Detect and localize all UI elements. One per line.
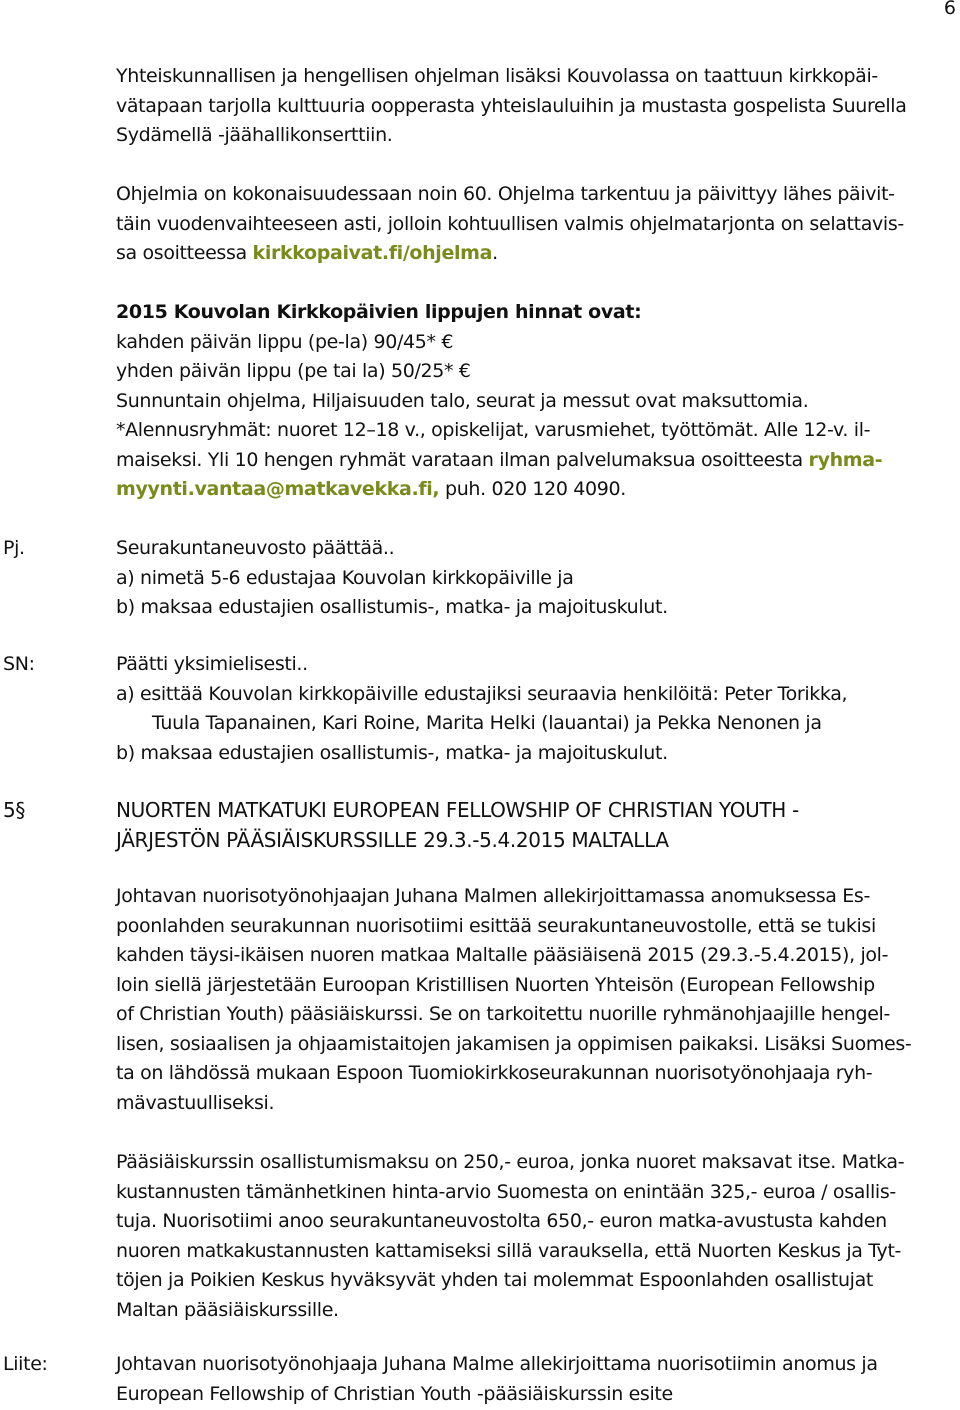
text-line: Seurakuntaneuvosto päättää.. xyxy=(116,537,395,559)
cost-paragraph xyxy=(116,1148,904,1325)
prices-heading: 2015 Kouvolan Kirkkopäivien lippujen hinnat ovat: xyxy=(116,301,642,323)
text-line: b) maksaa edustajien osallistumis-, matka- ja majoituskulut. xyxy=(116,741,668,764)
text-line: Maltan pääsiäiskurssille. xyxy=(116,1298,339,1321)
text-line: ta on lähdössä mukaan Espoon Tuomiokirkkoseurakunnan nuorisotyönohjaaja ryh- xyxy=(116,1062,873,1084)
title-line: NUORTEN MATKATUKI EUROPEAN FELLOWSHIP OF CHRISTIAN YOUTH - xyxy=(116,798,799,822)
text-line: loin siellä järjestetään Euroopan Kristillisen Nuorten Yhteisön (European Fellowship xyxy=(116,973,875,996)
text-line: Yhteiskunnallisen ja hengellisen ohjelman lisäksi Kouvolassa on taattuun kirkkopäi- xyxy=(116,65,878,87)
text-line: töjen ja Poikien Keskus hyväksyvät yhden tai molemmat Espoonlahden osallistujat xyxy=(116,1269,873,1291)
text-line: of Christian Youth) pääsiäiskurssi. Se on tarkoitettu nuorille ryhmänohjaajille hengel- xyxy=(116,1003,890,1025)
email-link[interactable]: ryhma- xyxy=(808,448,883,471)
text-line: vätapaan tarjolla kulttuuria oopperasta yhteislauluihin ja mustasta gospelista Suurella xyxy=(116,94,907,117)
proposal-block xyxy=(116,534,668,623)
text-line xyxy=(116,475,882,505)
title-line: JÄRJESTÖN PÄÄSIÄISKURSSILLE 29.3.-5.4.2015 MALTALLA xyxy=(116,827,669,852)
text-span: sa osoitteessa xyxy=(116,242,253,264)
text-line: Sydämellä -jäähallikonserttiin. xyxy=(116,124,393,146)
section-title xyxy=(116,796,799,855)
section-label: 5§ xyxy=(3,798,26,822)
text-line: *Alennusryhmät: nuoret 12–18 v., opiskelijat, varusmiehet, työttömät. Alle 12-v. il- xyxy=(116,419,871,441)
text-line: täin vuodenvaihteeseen asti, jolloin kohtuullisen valmis ohjelmatarjonta on selattavis- xyxy=(116,212,904,235)
text-line: kahden päivän lippu (pe-la) 90/45* € xyxy=(116,330,454,353)
text-line: a) esittää Kouvolan kirkkopäiville edustajiksi seuraavia henkilöitä: Peter Torikka, xyxy=(116,682,848,705)
proposal-label: Pj. xyxy=(3,537,25,559)
program-link[interactable]: kirkkopaivat.fi/ohjelma xyxy=(252,242,493,264)
text-line: kahden täysi-ikäisen nuoren matkaa Maltalle pääsiäisenä 2015 (29.3.-5.4.2015), jol- xyxy=(116,944,889,966)
text-line xyxy=(116,446,882,476)
text-line: mävastuulliseksi. xyxy=(116,1091,275,1114)
text-line: kustannusten tämänhetkinen hinta-arvio Suomesta on enintään 325,- euroa / osallis- xyxy=(116,1180,896,1203)
text-line: Sunnuntain ohjelma, Hiljaisuuden talo, seurat ja messut ovat maksuttomia. xyxy=(116,389,809,412)
intro-paragraph xyxy=(116,62,907,151)
text-line: nuoren matkakustannusten kattamiseksi sillä varauksella, että Nuorten Keskus ja Tyt- xyxy=(116,1239,902,1262)
text-line: European Fellowship of Christian Youth -pääsiäiskurssin esite xyxy=(116,1382,673,1405)
text-line xyxy=(116,239,904,269)
email-link-cont[interactable]: myynti.vantaa@matkavekka.fi, xyxy=(116,478,440,500)
attachment-block xyxy=(116,1350,878,1409)
text-span: . xyxy=(492,242,498,264)
program-paragraph xyxy=(116,180,904,269)
text-line: Johtavan nuorisotyönohjaajan Juhana Malmen allekirjoittamassa anomuksessa Es- xyxy=(116,885,870,907)
text-line: b) maksaa edustajien osallistumis-, matka- ja majoituskulut. xyxy=(116,596,668,618)
text-line: Päätti yksimielisesti.. xyxy=(116,653,308,675)
text-line: a) nimetä 5-6 edustajaa Kouvolan kirkkopäiville ja xyxy=(116,566,574,589)
decision-block xyxy=(116,650,847,768)
page-number: 6 xyxy=(943,0,956,19)
text-line: Tuula Tapanainen, Kari Roine, Marita Helki (lauantai) ja Pekka Nenonen ja xyxy=(152,712,822,734)
text-line: lisen, sosiaalisen ja ohjaamistaitojen jakamisen ja oppimisen paikaksi. Lisäksi Suomes- xyxy=(116,1032,912,1055)
text-line: yhden päivän lippu (pe tai la) 50/25* € xyxy=(116,360,471,382)
text-line: Johtavan nuorisotyönohjaaja Juhana Malme allekirjoittama nuorisotiimin anomus ja xyxy=(116,1353,878,1375)
text-line: Ohjelmia on kokonaisuudessaan noin 60. Ohjelma tarkentuu ja päivittyy lähes päivit- xyxy=(116,183,895,205)
text-line: poonlahden seurakunnan nuorisotiimi esittää seurakuntaneuvostolle, että se tukisi xyxy=(116,914,876,937)
text-span: maiseksi. Yli 10 hengen ryhmät varataan ilman palvelumaksua osoitteesta xyxy=(116,448,809,471)
application-paragraph xyxy=(116,882,911,1118)
text-span: puh. 020 120 4090. xyxy=(439,478,626,500)
text-line: tuja. Nuorisotiimi anoo seurakuntaneuvostolta 650,- euron matka-avustusta kahden xyxy=(116,1210,887,1232)
ticket-prices xyxy=(116,298,882,505)
text-line: Pääsiäiskurssin osallistumismaksu on 250,- euroa, jonka nuoret maksavat itse. Matka- xyxy=(116,1151,905,1173)
attachment-label: Liite: xyxy=(3,1353,48,1375)
decision-label: SN: xyxy=(3,653,35,675)
